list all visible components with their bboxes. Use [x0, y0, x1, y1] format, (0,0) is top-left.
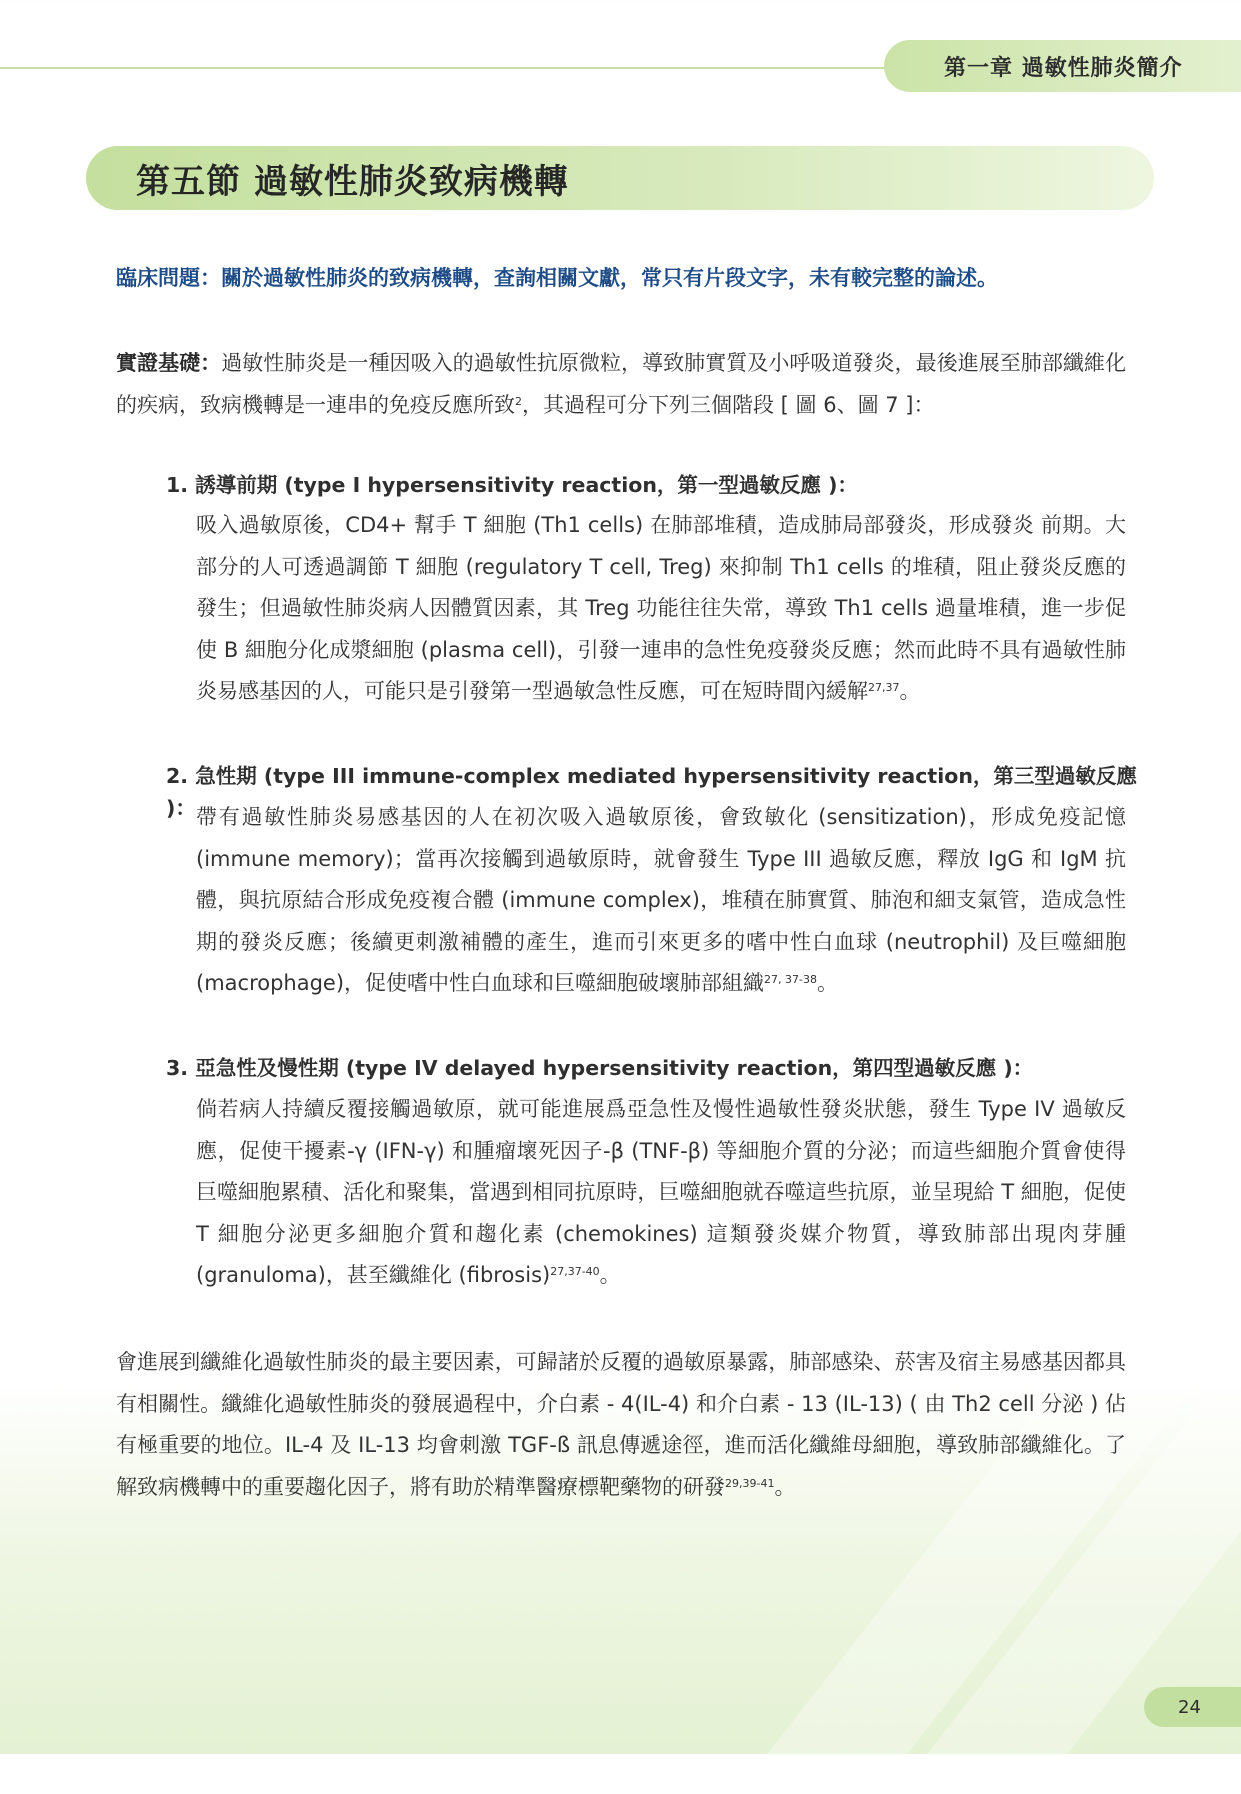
stage-3-end: 。	[599, 1263, 621, 1287]
stage-2-heading: 2. 急性期 (type III immune-complex mediated hypersensitivity reaction，第三型過敏反應 )：	[166, 764, 1137, 820]
stage-3-body	[196, 1089, 1126, 1297]
page-number-tab	[1144, 1687, 1241, 1727]
page-number: 24	[1178, 1696, 1201, 1718]
evidence-text: 過敏性肺炎是一種因吸入的過敏性抗原微粒，導致肺實質及小呼吸道發炎，最後進展至肺部纖維化的疾病，致病機轉是一連串的免疫反應所致	[116, 351, 1127, 417]
stage-3-text: 倘若病人持續反覆接觸過敏原，就可能進展爲亞急性及慢性過敏性發炎狀態，發生 Type IV 過敏反應，促使干擾素-γ (IFN-γ) 和腫瘤壞死因子-β (TNF-β) 等細胞介質的分泌；而這些細胞介質會使得巨噬細胞累積、活化和聚集，當遇到相同抗原時，巨噬細胞就吞噬這些抗原，並呈現給 T 細胞，促使 T 細胞分泌更多細胞介質和趨化素 (chemokines) 這類發炎媒介物質，導致肺部出現肉芽腫 (granuloma)，甚至纖維化 (fibrosis)	[196, 1097, 1126, 1287]
evidence-label: 實證基礎：	[116, 351, 222, 375]
evidence-ref: 2	[515, 395, 522, 408]
section-banner	[86, 146, 1154, 210]
clinical-question: 臨床問題：關於過敏性肺炎的致病機轉，查詢相關文獻，常只有片段文字，未有較完整的論述。	[116, 266, 998, 290]
stage-1-body	[196, 505, 1126, 713]
section-title: 第五節 過敏性肺炎致病機轉	[136, 161, 569, 202]
stage-3-heading: 3. 亞急性及慢性期 (type IV delayed hypersensitivity reaction，第四型過敏反應 )：	[166, 1056, 1034, 1080]
stage-1-ref: 27,37	[868, 681, 900, 694]
evidence-text-2: ，其過程可分下列三個階段 [ 圖 6、圖 7 ]：	[522, 393, 935, 417]
closing-text: 會進展到纖維化過敏性肺炎的最主要因素，可歸諸於反覆的過敏原暴露，肺部感染、菸害及宿主易感基因都具有相關性。纖維化過敏性肺炎的發展過程中，介白素 - 4(IL-4) 和介白素 - 13 (IL-13) ( 由 Th2 cell 分泌 ) 佔有極重要的地位。IL-4 及 IL-13 均會刺激 TGF-ß 訊息傳遞途徑，進而活化纖維母細胞，導致肺部纖維化。了解致病機轉中的重要趨化因子，將有助於精準醫療標靶藥物的研發	[116, 1350, 1126, 1499]
evidence-paragraph	[116, 342, 1126, 426]
stage-1-text: 吸入過敏原後，CD4+ 幫手 T 細胞 (Th1 cells) 在肺部堆積，造成肺局部發炎，形成發炎 前期。大部分的人可透過調節 T 細胞 (regulatory T cell, Treg) 來抑制 Th1 cells 的堆積，阻止發炎反應的發生；但過敏性肺炎病人因體質因素，其 Treg 功能往往失常，導致 Th1 cells 過量堆積，進一步促使 B 細胞分化成漿細胞 (plasma cell)，引發一連串的急性免疫發炎反應；然而此時不具有過敏性肺炎易感基因的人，可能只是引發第一型過敏急性反應，可在短時間內緩解	[196, 513, 1126, 703]
stage-1-heading: 1. 誘導前期 (type I hypersensitivity reaction，第一型過敏反應 )：	[166, 473, 858, 497]
closing-end: 。	[774, 1474, 796, 1499]
header-rule	[0, 67, 900, 69]
stage-3-ref: 27,37-40	[550, 1265, 600, 1278]
stage-2-body	[196, 797, 1126, 1005]
chapter-title: 第一章 過敏性肺炎簡介	[944, 55, 1183, 81]
stage-2-end: 。	[817, 971, 839, 995]
chapter-tab	[884, 40, 1241, 92]
closing-paragraph	[116, 1342, 1126, 1508]
stage-2-text: 帶有過敏性肺炎易感基因的人在初次吸入過敏原後，會致敏化 (sensitization)，形成免疫記憶 (immune memory)；當再次接觸到過敏原時，就會發生 Type III 過敏反應，釋放 IgG 和 IgM 抗體，與抗原結合形成免疫複合體 (immune complex)，堆積在肺實質、肺泡和細支氣管，造成急性期的發炎反應；後續更刺激補體的產生，進而引來更多的嗜中性白血球 (neutrophil) 及巨噬細胞 (macrophage)，促使嗜中性白血球和巨噬細胞破壞肺部組織	[196, 805, 1126, 995]
stage-2-ref: 27, 37-38	[764, 973, 818, 986]
closing-ref: 29,39-41	[725, 1476, 775, 1490]
stage-1-end: 。	[899, 679, 921, 703]
